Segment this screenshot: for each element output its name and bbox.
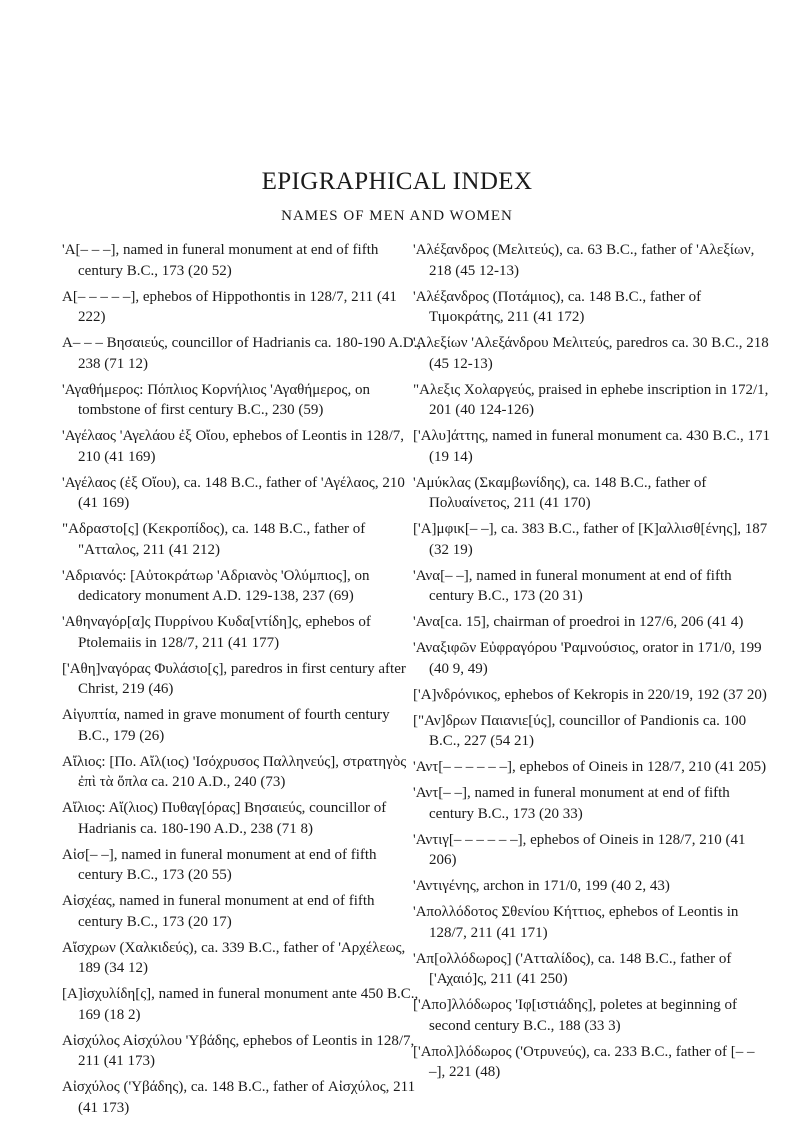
- index-entry: [Α]ἰσχυλίδη[ς], named in funeral monument ante 450 B.C., 169 (18 2): [62, 986, 419, 1023]
- index-entry: Αἰσ[– –], named in funeral monument at end of fifth century B.C., 173 (20 55): [62, 846, 377, 883]
- index-column-left: [62, 240, 422, 1124]
- index-entry: Αἴλιος: Αἴ(λιος) Πυθαγ[όρας] Βησαιεύς, councillor of Hadrianis ca. 180-190 A.D., 238 (71 8): [62, 800, 387, 837]
- index-entry: 'Απολλόδοτος Σθενίου Κήττιος, ephebos of Leontis in 128/7, 211 (41 171): [413, 904, 739, 941]
- index-entry: ['Απο]λλόδωρος 'Ιφ[ιστιάδης], poletes at beginning of second century B.C., 188 (33 3): [413, 997, 738, 1034]
- index-entry: ['Απολ]λόδωρος ('Οτρυνεύς), ca. 233 B.C., father of [– – –], 221 (48): [413, 1043, 755, 1080]
- index-entry: Αἰσχέας, named in funeral monument at end of fifth century B.C., 173 (20 17): [62, 893, 375, 930]
- index-entry: 'Αντ[– – – – – –], ephebos of Oineis in 128/7, 210 (41 205): [413, 759, 767, 775]
- index-entry: Αἰγυπτία, named in grave monument of fourth century B.C., 179 (26): [62, 707, 390, 744]
- index-entry: ["Αν]δρων Παιανιε[ύς], councillor of Pandionis ca. 100 B.C., 227 (54 21): [413, 712, 747, 749]
- index-entry: 'Ανα[– –], named in funeral monument at end of fifth century B.C., 173 (20 31): [413, 567, 732, 604]
- index-entry: 'Α[– – –], named in funeral monument at end of fifth century B.C., 173 (20 52): [62, 242, 379, 279]
- index-entry: 'Αναξιφῶν Εὐφραγόρου 'Ραμνούσιος, orator in 171/0, 199 (40 9, 49): [413, 640, 762, 677]
- index-entry: ['Α]μφικ[– –], ca. 383 B.C., father of [Κ]αλλισθ[ένης], 187 (32 19): [413, 521, 768, 558]
- index-entry: 'Αλεξίων 'Αλεξάνδρου Μελιτεύς, paredros ca. 30 B.C., 218 (45 12-13): [413, 335, 769, 372]
- index-entry: Α– – – Βησαιεύς, councillor of Hadrianis ca. 180-190 A.D., 238 (71 12): [62, 335, 422, 372]
- index-entry: ['Αλυ]άττης, named in funeral monument ca. 430 B.C., 171 (19 14): [413, 428, 771, 465]
- index-entry: 'Αντιγ[– – – – – –], ephebos of Oineis in 128/7, 210 (41 206): [413, 831, 746, 868]
- index-entry: 'Αμύκλας (Σκαμβωνίδης), ca. 148 B.C., father of Πολυαίνετος, 211 (41 170): [413, 474, 707, 511]
- index-entry: "Αλεξις Χολαργεύς, praised in ephebe inscription in 172/1, 201 (40 124-126): [413, 381, 769, 418]
- index-entry: 'Αντ[– –], named in funeral monument at end of fifth century B.C., 173 (20 33): [413, 785, 730, 822]
- index-entry: Α[– – – – –], ephebos of Hippothontis in 128/7, 211 (41 222): [62, 288, 397, 325]
- index-entry: Αἰσχύλος ('Υβάδης), ca. 148 B.C., father of Αἰσχύλος, 211 (41 173): [62, 1079, 416, 1116]
- index-entry: 'Αγέλαος (ἐξ Οἴου), ca. 148 B.C., father of 'Αγέλαος, 210 (41 169): [62, 474, 405, 511]
- index-column-right: [413, 240, 773, 1088]
- index-entry: Αἴσχρων (Χαλκιδεύς), ca. 339 B.C., father of 'Αρχέλεως, 189 (34 12): [62, 939, 406, 976]
- index-entry: 'Αγαθήμερος: Πόπλιος Κορνήλιος 'Αγαθήμερος, on tombstone of first century B.C., 230 (59): [62, 381, 370, 418]
- index-entry: Αἰσχύλος Αἰσχύλου 'Υβάδης, ephebos of Leontis in 128/7, 211 (41 173): [62, 1032, 415, 1069]
- index-entry: ['Α]νδρόνικος, ephebos of Kekropis in 220/19, 192 (37 20): [413, 686, 767, 703]
- index-entry: Αἴλιος: [Πο. Αἴλ(ιος) 'Ισόχρυσος Παλληνεύς], στρατηγὸς ἐπὶ τὰ ὅπλα ca. 210 A.D., 240 (73): [62, 753, 407, 790]
- index-entry: 'Αλέξανδρος (Μελιτεύς), ca. 63 B.C., father of 'Αλεξίων, 218 (45 12-13): [413, 242, 755, 279]
- index-entry: 'Αντιγένης, archon in 171/0, 199 (40 2, 43): [413, 878, 670, 894]
- index-entry: 'Ανα[ca. 15], chairman of proedroi in 127/6, 206 (41 4): [413, 614, 744, 630]
- section-subtitle: NAMES OF MEN AND WOMEN: [281, 208, 513, 224]
- index-entry: 'Αγέλαος 'Αγελάου ἐξ Οἴου, ephebos of Leontis in 128/7, 210 (41 169): [62, 428, 404, 465]
- index-entry: ['Αθη]ναγόρας Φυλάσιο[ς], paredros in first century after Christ, 219 (46): [62, 660, 406, 697]
- index-entry: 'Αθηναγόρ[α]ς Πυρρίνου Κυδα[ντίδη]ς, ephebos of Ptolemaiis in 128/7, 211 (41 177): [62, 614, 371, 651]
- index-entry: 'Αδριανός: [Αὐτοκράτωρ 'Αδριανὸς 'Ολύμπιος], on dedicatory monument A.D. 129-138, 237 (69): [62, 567, 370, 604]
- page-title: EPIGRAPHICAL INDEX: [261, 168, 533, 195]
- index-entry: 'Αλέξανδρος (Ποτάμιος), ca. 148 B.C., father of Τιμοκράτης, 211 (41 172): [413, 288, 702, 325]
- index-entry: 'Απ[ολλόδωρος] ('Ατταλίδος), ca. 148 B.C., father of ['Αχαιό]ς, 211 (41 250): [413, 950, 732, 987]
- index-entry: "Αδραστο[ς] (Κεκροπίδος), ca. 148 B.C., father of "Ατταλος, 211 (41 212): [62, 521, 366, 558]
